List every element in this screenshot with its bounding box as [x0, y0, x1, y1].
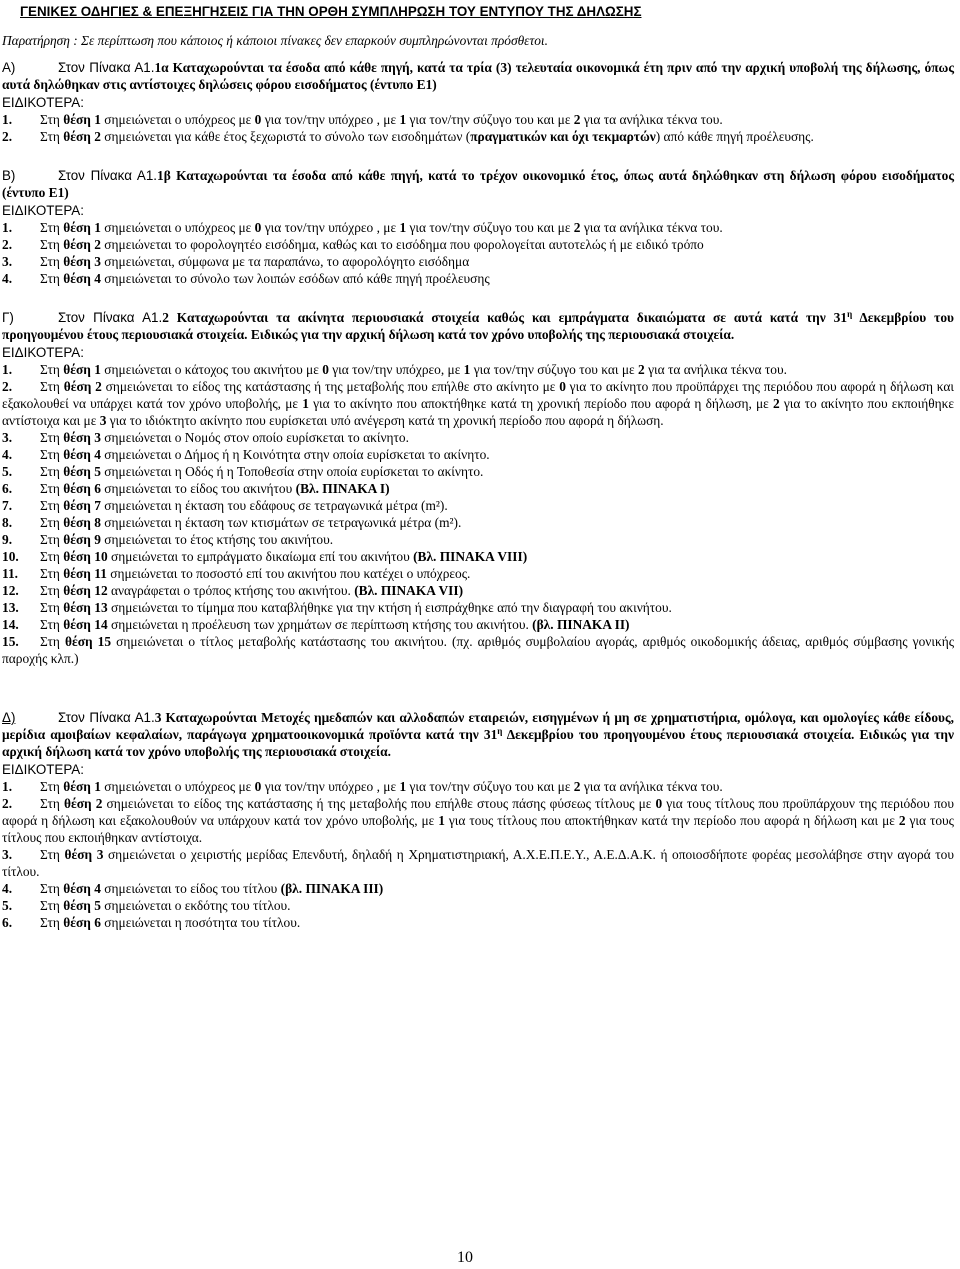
- item-text: για τους τίτλους που προϋπάρχουν της περιόδου που αφορά η δήλωση και εξακολουθούν να υπάρχουν κατά τον χρόνο υποβολής, με: [2, 796, 954, 828]
- item-text: Στη: [40, 634, 66, 649]
- item-text: για το ακίνητο που προϋπάρχει της περιόδου που αφορά η δήλωση και εξακολουθεί να υπάρχει κατά τον χρόνο υποβολής, με: [2, 379, 954, 411]
- section-c-text-b: Δεκεμβρίου του προηγουμένου έτους περιουσιακά στοιχεία. Ειδικώς για την αρχική δήλωση κατά τον χρόνο υποβολής της περιουσιακά στοιχεία.: [2, 310, 954, 342]
- list-item: [2, 582, 954, 599]
- item-text: 0: [655, 796, 663, 811]
- item-text: σημειώνεται ο υπόχρεος με: [100, 220, 255, 235]
- item-text: θέση 1: [63, 362, 101, 377]
- section-a: [2, 59, 954, 93]
- list-item: [2, 599, 954, 616]
- item-text: Στη: [40, 549, 64, 564]
- item-text: Στη: [40, 617, 64, 632]
- item-text: σημειώνεται η ποσότητα του τίτλου.: [100, 915, 301, 930]
- item-text: θέση 5: [63, 898, 101, 913]
- item-text: θέση 1: [63, 779, 101, 794]
- item-number: 4.: [2, 447, 13, 462]
- item-text: 0: [559, 379, 566, 394]
- item-text: Στη: [40, 464, 64, 479]
- item-text: Στη: [40, 515, 64, 530]
- item-number: 11.: [2, 566, 18, 581]
- item-text: θέση 1: [63, 112, 101, 127]
- item-text: 2: [772, 396, 780, 411]
- section-c: [2, 309, 954, 343]
- item-text: σημειώνεται το έτος κτήσης του ακινήτου.: [100, 532, 334, 547]
- item-text: θέση 2: [64, 796, 103, 811]
- item-text: για τον/την υπόχρεο , με: [261, 779, 400, 794]
- item-text: σημειώνεται, σύμφωνα με τα παραπάνω, το αφορολόγητο εισόδημα: [100, 254, 470, 269]
- list-item: [2, 270, 954, 287]
- item-text: ) από κάθε πηγή προέλευσης.: [655, 129, 814, 144]
- item-text: σημειώνεται η έκταση των κτισμάτων σε τετραγωνικά μέτρα (m²).: [100, 515, 462, 530]
- item-text: σημειώνεται ο χειριστής μερίδας Επενδυτή, δηλαδή η Χρηματιστηριακή, Α.Χ.Ε.Π.Ε.Υ., Α.Ε.Δ.Α.Κ. ή οποιοσδήποτε φορέας μεσολάβησε στην αγορά του τίτλου.: [2, 847, 954, 879]
- item-text: για τον/την σύζυγο του και με: [406, 220, 574, 235]
- item-text: θέση 5: [63, 464, 101, 479]
- item-text: θέση 4: [63, 881, 101, 896]
- item-number: 3.: [2, 430, 13, 445]
- item-text: Στη: [40, 129, 64, 144]
- item-text: θέση 3: [64, 847, 104, 862]
- list-item: [2, 514, 954, 531]
- item-number: 7.: [2, 498, 13, 513]
- section-a-lead: Στον Πίνακα Α1.: [58, 60, 155, 75]
- item-text: για τον/την υπόχρεο , με: [261, 112, 400, 127]
- item-text: 1: [302, 396, 309, 411]
- list-item: [2, 531, 954, 548]
- item-text: αναγράφεται ο τρόπος κτήσης του ακινήτου.: [107, 583, 355, 598]
- item-number: 10.: [2, 549, 19, 564]
- item-text: για το ακίνητο που εκποιήθηκε αντίστοιχα και με: [2, 396, 955, 428]
- list-item: [2, 128, 954, 145]
- list-item: [2, 633, 954, 667]
- note: Παρατήρηση : Σε περίπτωση που κάποιος ή κάποιοι πίνακες δεν επαρκούν συμπληρώνονται πρόσθετοι.: [2, 33, 549, 48]
- section-b: [2, 167, 954, 201]
- section-c-lead: Στον Πίνακα Α1.: [58, 310, 163, 325]
- item-text: θέση 11: [63, 566, 107, 581]
- list-item: [2, 565, 954, 582]
- item-text: 1: [399, 220, 407, 235]
- item-number: 6.: [2, 481, 13, 496]
- item-text: σημειώνεται το φορολογητέο εισόδημα, καθώς και το εισόδημα που φορολογείται αυτοτελώς ή με ειδικό τρόπο: [100, 237, 704, 252]
- section-d-lead: Στον Πίνακα Α1.: [58, 710, 155, 725]
- item-text: Στη: [40, 498, 64, 513]
- item-text: Στη: [40, 430, 64, 445]
- section-d: [2, 709, 954, 760]
- item-text: σημειώνεται το σύνολο των λοιπών εσόδων από κάθε πηγή προέλευσης: [100, 271, 490, 286]
- item-number: 2.: [2, 237, 13, 252]
- list-item: [2, 253, 954, 270]
- item-text: 1: [463, 362, 471, 377]
- item-text: θέση 2: [63, 129, 101, 144]
- item-text: Στη: [40, 796, 65, 811]
- item-text: 0: [254, 220, 262, 235]
- item-text: 1: [438, 813, 445, 828]
- section-a-text: 1α Καταχωρούνται τα έσοδα από κάθε πηγή, κατά τα τρία (3) τελευταία οικονομικά έτη πριν από την αρχική υποβολή της δήλωσης, όπως αυτά δηλώθηκαν στις αντίστοιχες δηλώσεις φόρου εισοδήματος (έντυπο Ε1): [2, 60, 954, 92]
- list-item: [2, 548, 954, 565]
- list-item: [2, 463, 954, 480]
- section-b-specifics: ΕΙΔΙΚΟΤΕΡΑ:: [2, 203, 84, 218]
- list-item: [2, 236, 954, 253]
- item-number: 6.: [2, 915, 13, 930]
- list-item: [2, 111, 954, 128]
- item-text: σημειώνεται το είδος της κατάστασης ή της μεταβολής που επήλθε στο ακίνητο με: [101, 379, 560, 394]
- item-text: θέση 8: [63, 515, 101, 530]
- item-text: για τον/την σύζυγο του και με: [406, 112, 574, 127]
- item-text: Στη: [40, 237, 64, 252]
- list-item: [2, 446, 954, 463]
- item-text: 3: [99, 413, 107, 428]
- item-text: Στη: [40, 600, 64, 615]
- item-text: θέση 4: [63, 271, 101, 286]
- item-text: 2: [573, 779, 581, 794]
- item-text: σημειώνεται η έκταση του εδάφους σε τετραγωνικά μέτρα (m²).: [100, 498, 448, 513]
- section-c-items: [2, 361, 954, 667]
- item-number: 5.: [2, 898, 13, 913]
- item-text: 2: [898, 813, 906, 828]
- section-d-items: [2, 778, 954, 931]
- page-number: 10: [457, 1249, 473, 1266]
- item-text: θέση 7: [63, 498, 101, 513]
- item-text: σημειώνεται ο υπόχρεος με: [100, 112, 255, 127]
- item-text: σημειώνεται το ποσοστό επί του ακινήτου που κατέχει ο υπόχρεος.: [106, 566, 471, 581]
- item-text: θέση 2: [63, 379, 102, 394]
- item-text: για τον/την υπόχρεο , με: [261, 220, 400, 235]
- item-text: Στη: [40, 532, 64, 547]
- section-b-letter: Β): [2, 168, 16, 183]
- item-text: σημειώνεται ο κάτοχος του ακινήτου με: [100, 362, 323, 377]
- item-text: θέση 6: [63, 481, 101, 496]
- item-text: θέση 2: [63, 237, 101, 252]
- item-text: Στη: [40, 915, 64, 930]
- section-b-lead: Στον Πίνακα Α1.: [58, 168, 157, 183]
- item-text: θέση 3: [63, 254, 101, 269]
- list-item: [2, 219, 954, 236]
- item-text: 1: [399, 112, 407, 127]
- item-number: 15.: [2, 634, 19, 649]
- item-text: Στη: [40, 898, 64, 913]
- item-number: 12.: [2, 583, 19, 598]
- item-text: σημειώνεται το εμπράγματο δικαίωμα επί του ακινήτου: [107, 549, 414, 564]
- item-text: (Βλ. ΠΙΝΑΚΑ Ι): [295, 481, 390, 496]
- list-item: [2, 795, 954, 846]
- item-text: Στη: [40, 362, 64, 377]
- item-text: Στη: [40, 566, 64, 581]
- item-text: (Βλ. ΠΙΝΑΚΑ VII): [354, 583, 464, 598]
- item-text: Στη: [40, 379, 64, 394]
- item-text: για τους τίτλους που εκποιήθηκαν αντίστοιχα.: [2, 813, 954, 845]
- section-d-letter: Δ): [2, 710, 16, 725]
- item-text: θέση 14: [63, 617, 108, 632]
- item-text: Στη: [40, 220, 64, 235]
- item-number: 5.: [2, 464, 13, 479]
- list-item: [2, 914, 954, 931]
- item-text: θέση 13: [63, 600, 108, 615]
- item-text: σημειώνεται το είδος της κατάστασης ή της μεταβολής που επήλθε στους πάσης φύσεως τίτλους με: [102, 796, 656, 811]
- item-text: για τους τίτλους που αποκτήθηκαν κατά την περίοδο που αφορά η δήλωση και με: [444, 813, 899, 828]
- item-number: 9.: [2, 532, 13, 547]
- item-text: θέση 4: [63, 447, 101, 462]
- section-a-items: [2, 111, 954, 145]
- section-d-text-a: 3 Καταχωρούνται Μετοχές ημεδαπών και αλλοδαπών εταιρειών, εισηγμένων ή μη σε χρηματιστήρια, ομόλογα, και ομολογίες κάθε είδους, μερίδια αμοιβαίων κεφαλαίων, παράγωγα χρηματοοικονομικά προϊόντα κατά την 31: [2, 710, 954, 742]
- item-text: για τον/την σύζυγο του και με: [470, 362, 639, 377]
- item-text: για τον/την υπόχρεο, με: [328, 362, 464, 377]
- list-item: [2, 429, 954, 446]
- item-text: Στη: [40, 847, 65, 862]
- item-text: (βλ. ΠΙΝΑΚΑ ΙΙ): [532, 617, 630, 632]
- list-item: [2, 778, 954, 795]
- item-number: 4.: [2, 881, 13, 896]
- document-page: [2, 0, 954, 931]
- item-text: 1: [399, 779, 407, 794]
- item-text: θέση 1: [63, 220, 101, 235]
- item-text: σημειώνεται ο Δήμος ή η Κοινότητα στην οποία ευρίσκεται το ακίνητο.: [100, 447, 490, 462]
- list-item: [2, 480, 954, 497]
- item-text: θέση 6: [63, 915, 101, 930]
- section-c-letter: Γ): [2, 310, 14, 325]
- section-d-text-b: Δεκεμβρίου του προηγουμένου έτους περιουσιακά στοιχεία. Ειδικώς για την αρχική δήλωση κατά τον χρόνο υποβολής της περιουσιακά στοιχεία.: [2, 727, 954, 759]
- item-text: θέση 15: [65, 634, 112, 649]
- item-text: Στη: [40, 779, 64, 794]
- item-text: 0: [254, 779, 262, 794]
- item-text: (Βλ. ΠΙΝΑΚΑ VIII): [413, 549, 528, 564]
- section-a-specifics: ΕΙΔΙΚΟΤΕΡΑ:: [2, 95, 84, 110]
- item-text: θέση 3: [63, 430, 101, 445]
- item-text: σημειώνεται το είδος του ακινήτου: [100, 481, 296, 496]
- list-item: [2, 880, 954, 897]
- item-text: σημειώνεται ο Νομός στον οποίο ευρίσκεται το ακίνητο.: [100, 430, 409, 445]
- item-text: σημειώνεται το τίμημα που καταβλήθηκε για την κτήση ή εισπράχθηκε από την διαγραφή του ακινήτου.: [107, 600, 672, 615]
- item-text: Στη: [40, 583, 64, 598]
- item-number: 3.: [2, 847, 13, 862]
- list-item: [2, 361, 954, 378]
- item-text: Στη: [40, 481, 64, 496]
- page-title: ΓΕΝΙΚΕΣ ΟΔΗΓΙΕΣ & ΕΠΕΞΗΓΗΣΕΙΣ ΓΙΑ ΤΗΝ ΟΡΘΗ ΣΥΜΠΛΗΡΩΣΗ ΤΟΥ ΕΝΤΥΠΟΥ ΤΗΣ ΔΗΛΩΣΗΣ: [20, 4, 642, 19]
- list-item: [2, 497, 954, 514]
- item-text: σημειώνεται η Οδός ή η Τοποθεσία στην οποία ευρίσκεται το ακίνητο.: [100, 464, 484, 479]
- item-text: Στη: [40, 271, 64, 286]
- item-number: 1.: [2, 779, 13, 794]
- item-number: 1.: [2, 220, 13, 235]
- item-number: 2.: [2, 129, 13, 144]
- item-number: 2.: [2, 379, 13, 394]
- item-number: 1.: [2, 112, 13, 127]
- list-item: [2, 616, 954, 633]
- item-text: θέση 12: [63, 583, 108, 598]
- item-text: για τα ανήλικα τέκνα του.: [644, 362, 787, 377]
- item-number: 1.: [2, 362, 13, 377]
- section-c-text-a: 2 Καταχωρούνται τα ακίνητα περιουσιακά στοιχεία καθώς και εμπράγματα δικαιώματα σε αυτά κατά την 31: [162, 310, 848, 325]
- item-text: σημειώνεται για κάθε έτος ξεχωριστά το σύνολο των εισοδημάτων (: [100, 129, 471, 144]
- list-item: [2, 897, 954, 914]
- item-number: 8.: [2, 515, 13, 530]
- item-text: 2: [573, 220, 581, 235]
- item-number: 14.: [2, 617, 19, 632]
- item-text: πραγματικών και όχι τεκμαρτών: [470, 129, 656, 144]
- section-b-items: [2, 219, 954, 287]
- item-text: για τον/την σύζυγο του και με: [406, 779, 574, 794]
- list-item: [2, 378, 954, 429]
- item-text: 2: [638, 362, 645, 377]
- item-text: για το ιδιόκτητο ακίνητο που ευρίσκεται υπό ανέγερση κατά τη χρονική περίοδο που αφορά η δήλωση.: [106, 413, 664, 428]
- item-text: 2: [573, 112, 581, 127]
- item-text: για τα ανήλικα τέκνα του.: [580, 112, 723, 127]
- section-a-letter: Α): [2, 60, 16, 75]
- item-number: 4.: [2, 271, 13, 286]
- item-text: 0: [254, 112, 262, 127]
- list-item: [2, 846, 954, 880]
- item-text: για τα ανήλικα τέκνα του.: [580, 779, 723, 794]
- section-c-specifics: ΕΙΔΙΚΟΤΕΡΑ:: [2, 345, 84, 360]
- item-text: σημειώνεται ο τίτλος μεταβολής κατάστασης του ακινήτου. (πχ. αριθμός συμβολαίου αγοράς, αριθμός οικοδομικής άδειας, αριθμός σύμβασης γονικής παροχής κλπ.): [2, 634, 954, 666]
- item-text: για το ακίνητο που αποκτήθηκε κατά τη χρονική περίοδο που αφορά η δήλωση, με: [308, 396, 773, 411]
- item-text: σημειώνεται ο υπόχρεος με: [100, 779, 255, 794]
- item-text: για τα ανήλικα τέκνα του.: [580, 220, 723, 235]
- item-text: σημειώνεται ο εκδότης του τίτλου.: [100, 898, 291, 913]
- item-text: Στη: [40, 112, 64, 127]
- item-number: 2.: [2, 796, 13, 811]
- item-text: 0: [322, 362, 329, 377]
- section-b-text: 1β Καταχωρούνται τα έσοδα από κάθε πηγή, κατά το τρέχον οικονομικό έτος, όπως αυτά δηλώθηκαν στη δήλωση φόρου εισοδήματος (έντυπο Ε1): [2, 168, 954, 200]
- item-text: (βλ. ΠΙΝΑΚΑ ΙΙΙ): [280, 881, 384, 896]
- item-text: Στη: [40, 254, 64, 269]
- section-d-sup: η: [497, 726, 503, 736]
- item-text: θέση 10: [63, 549, 108, 564]
- item-text: θέση 9: [63, 532, 101, 547]
- section-d-specifics: ΕΙΔΙΚΟΤΕΡΑ:: [2, 762, 84, 777]
- item-text: Στη: [40, 447, 64, 462]
- item-text: σημειώνεται το είδος του τίτλου: [100, 881, 281, 896]
- item-number: 3.: [2, 254, 13, 269]
- item-number: 13.: [2, 600, 19, 615]
- item-text: σημειώνεται η προέλευση των χρημάτων σε περίπτωση κτήσης του ακινήτου.: [107, 617, 533, 632]
- section-c-sup: η: [847, 309, 853, 319]
- item-text: Στη: [40, 881, 64, 896]
